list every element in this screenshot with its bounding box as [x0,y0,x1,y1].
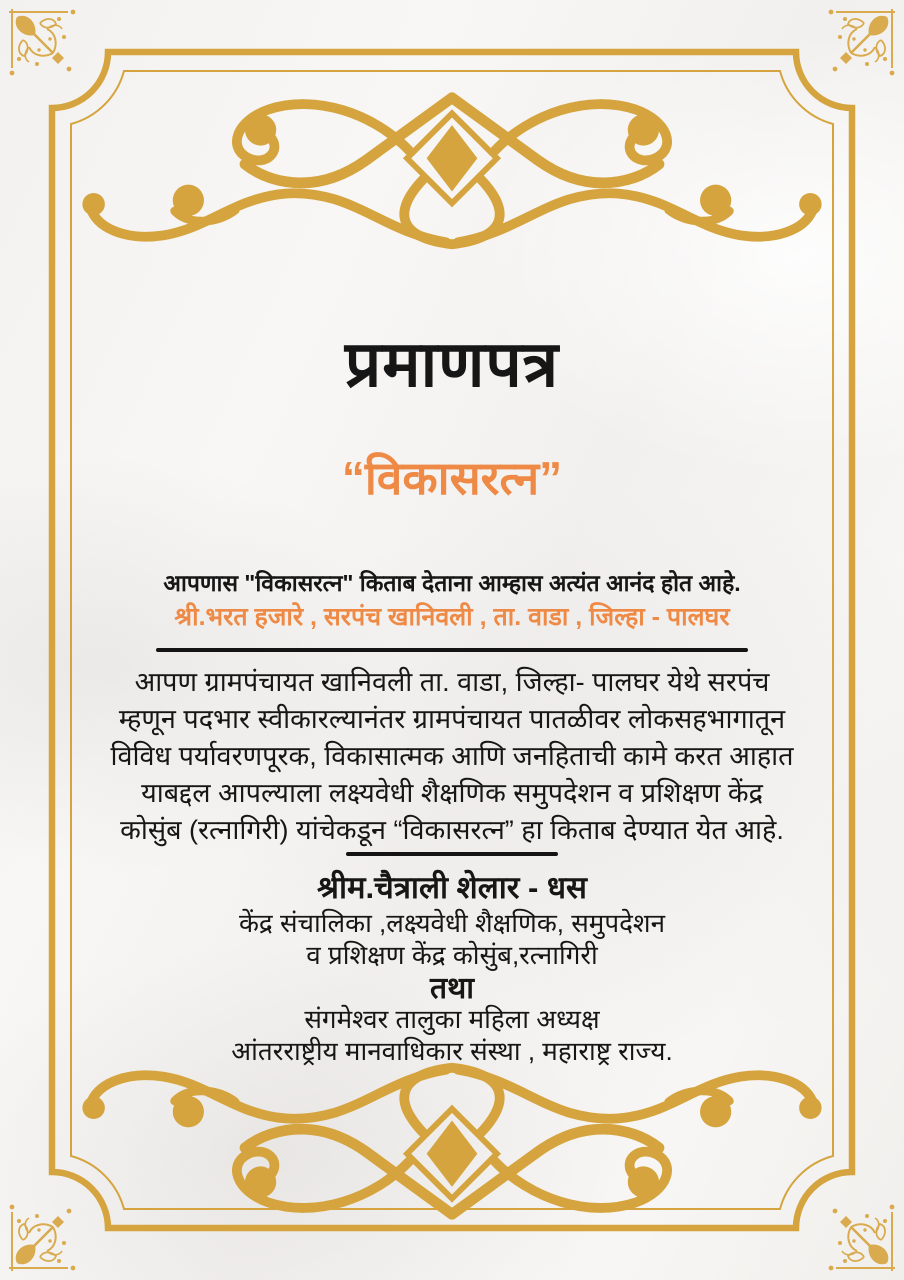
conjunction-label: तथा [429,972,475,1005]
top-flourish-icon [80,88,824,254]
body-line: याबद्दल आपल्याला लक्ष्यवेधी शैक्षणिक समुपदेशन व प्रशिक्षण केंद्र [141,778,763,808]
divider-line-top [156,648,748,652]
signatory-role-line-3: संगमेश्वर तालुका महिला अध्यक्ष [304,1004,600,1034]
signatory-role-line-4: आंतरराष्ट्रीय मानवाधिकार संस्था , महाराष्ट्र राज्य. [231,1036,673,1066]
signatory-name: श्रीम.चैत्राली शेलार - धस [317,870,587,905]
body-line: कोसुंब (रत्नागिरी) यांचेकडून “विकासरत्न” हा किताब देण्यात येत आहे. [120,815,784,845]
certificate-title: प्रमाणपत्र [344,328,560,400]
body-line: विविध पर्यावरणपूरक, विकासात्मक आणि जनहिताची कामे करत आहात [110,741,794,771]
bottom-flourish-icon [80,1058,824,1224]
signature-line [346,852,558,856]
body-paragraph [0,664,904,849]
signatory-role-line-1: केंद्र संचालिका ,लक्ष्यवेधी शैक्षणिक, समुपदेशन [238,908,666,938]
award-name: “विकासरत्न” [341,452,563,504]
intro-line: आपणास "विकासरत्न" किताब देताना आम्हास अत्यंत आनंद होत आहे. [163,570,741,596]
recipient-line: श्री.भरत हजारे , सरपंच खानिवली , ता. वाडा , जिल्हा - पालघर [174,603,730,631]
body-line: आपण ग्रामपंचायत खानिवली ता. वाडा, जिल्हा- पालघर येथे सरपंच [134,667,770,697]
body-line: म्हणून पदभार स्वीकारल्यानंतर ग्रामपंचायत पातळीवर लोकसहभागातून [118,704,786,734]
signatory-role-line-2: व प्रशिक्षण केंद्र कोसुंब,रत्नागिरी [306,940,598,970]
